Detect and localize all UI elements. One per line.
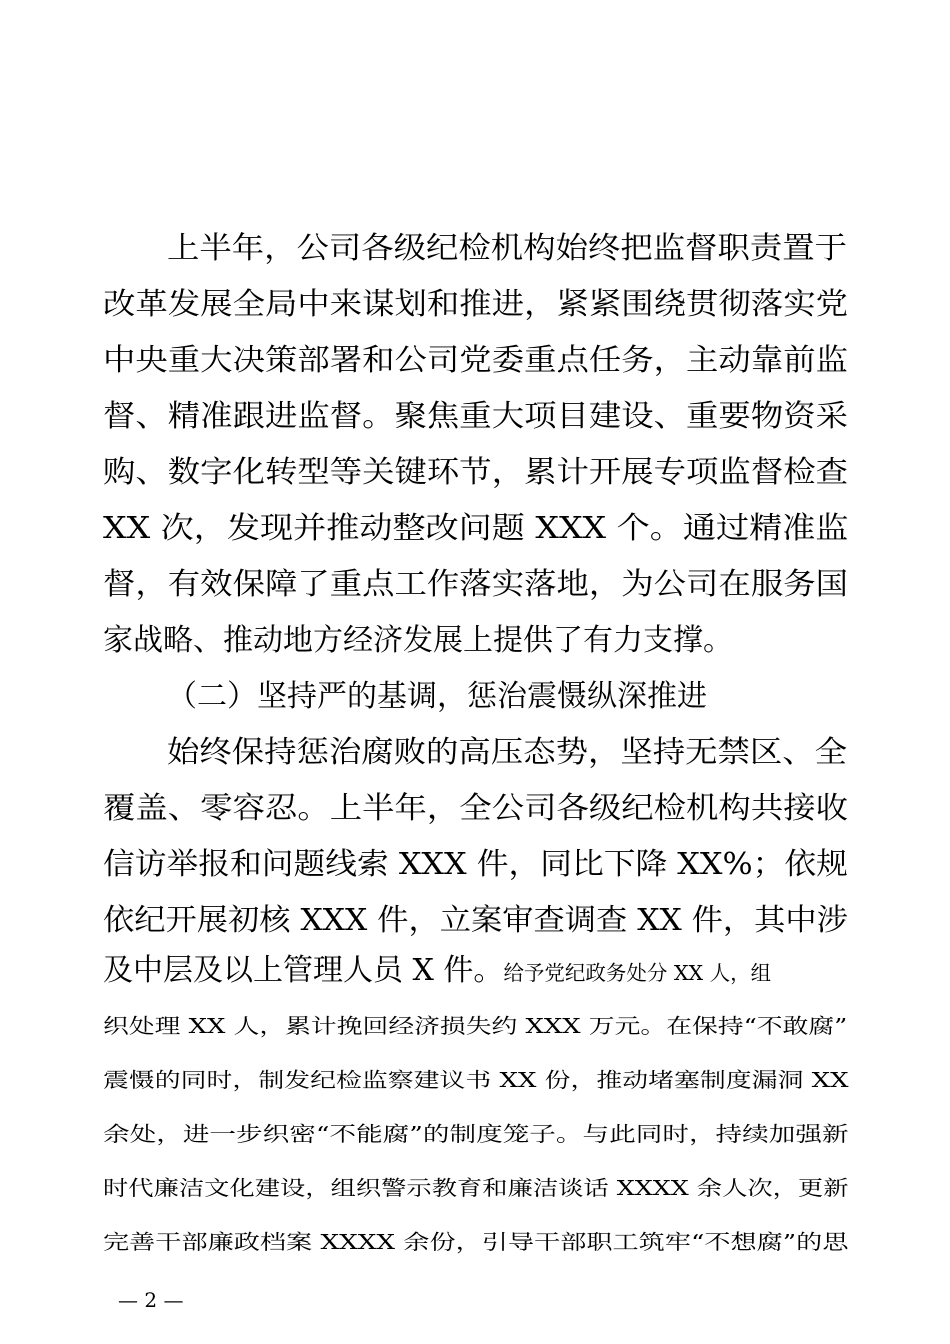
body-line-6: XX 次，发现并推动整改问题 XXX 个。通过精准监: [103, 511, 849, 546]
body-line-10: 覆盖、零容忍。上半年，全公司各级纪检机构共接收: [103, 791, 848, 826]
small-line-5: 完善干部廉政档案 XXXX 余份，引导干部职工筑牢“不想腐”的思: [103, 1230, 849, 1254]
body-line-12: 依纪开展初核 XXX 件，立案审查调查 XX 件，其中涉: [103, 903, 848, 938]
small-line-4: 时代廉洁文化建设，组织警示教育和廉洁谈话 XXXX 余人次，更新: [103, 1176, 849, 1200]
body-line-11: 信访举报和问题线索 XXX 件，同比下降 XX%；依规: [103, 847, 848, 882]
mixed-line-large-part: 及中层及以上管理人员 X 件。: [103, 953, 504, 988]
body-line-9: 始终保持惩治腐败的高压态势，坚持无禁区、全: [167, 735, 848, 770]
mixed-size-line: [103, 953, 772, 988]
body-line-1: 上半年，公司各级纪检机构始终把监督职责置于: [167, 231, 848, 266]
body-line-2: 改革发展全局中来谋划和推进，紧紧围绕贯彻落实党: [103, 287, 848, 322]
body-line-4: 督、精准跟进监督。聚焦重大项目建设、重要物资采: [103, 399, 848, 434]
small-line-2: 震慑的同时，制发纪检监察建议书 XX 份，推动堵塞制度漏洞 XX: [103, 1068, 849, 1092]
small-line-3: 余处，进一步织密“不能腐”的制度笼子。与此同时，持续加强新: [103, 1122, 849, 1146]
small-line-1: 织处理 XX 人，累计挽回经济损失约 XXX 万元。在保持“不敢腐”: [103, 1014, 848, 1038]
section-heading: （二）坚持严的基调，惩治震慑纵深推进: [167, 679, 707, 714]
body-line-7: 督，有效保障了重点工作落实落地，为公司在服务国: [103, 567, 848, 602]
mixed-line-small-part: 给予党纪政务处分 XX 人，组: [503, 961, 772, 985]
body-line-5: 购、数字化转型等关键环节，累计开展专项监督检查: [103, 455, 848, 490]
page-number: — 2 —: [118, 1288, 184, 1312]
body-line-3: 中央重大决策部署和公司党委重点任务，主动靠前监: [103, 343, 848, 378]
body-line-8: 家战略、推动地方经济发展上提供了有力支撑。: [103, 623, 733, 658]
